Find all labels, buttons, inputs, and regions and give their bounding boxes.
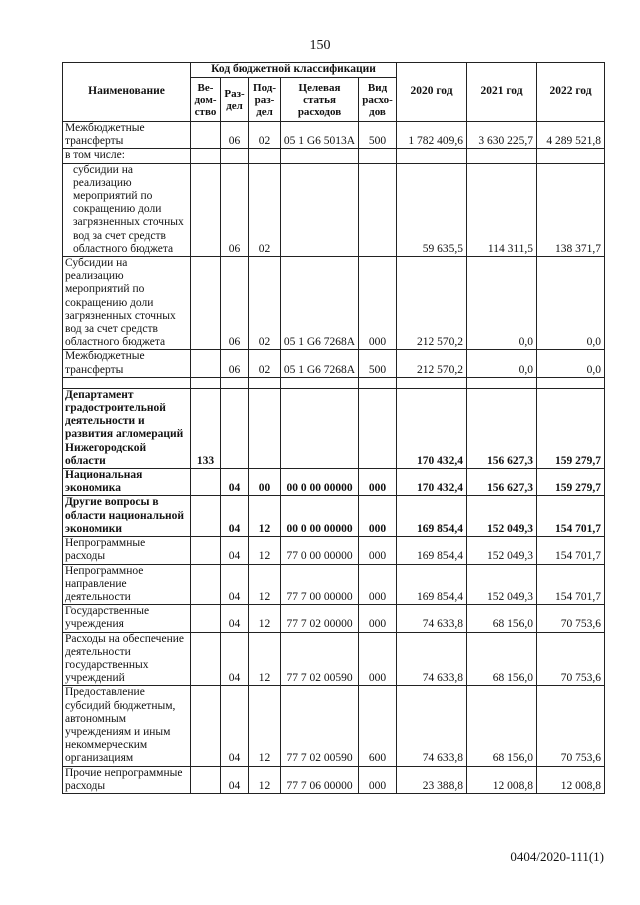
- header-2022: 2022 год: [537, 63, 605, 122]
- cell-y2020: 212 570,2: [397, 350, 467, 377]
- cell-y2022: 70 753,6: [537, 605, 605, 632]
- cell-cs: 77 7 06 00000: [281, 766, 359, 793]
- header-2020: 2020 год: [397, 63, 467, 122]
- cell-y2022: 154 701,7: [537, 496, 605, 537]
- cell-raz: 06: [221, 257, 249, 350]
- table-row: [63, 537, 605, 564]
- cell-y2022: 4 289 521,8: [537, 122, 605, 149]
- cell-vid: 000: [359, 766, 397, 793]
- cell-y2020: 1 782 409,6: [397, 122, 467, 149]
- cell-pod: 00: [249, 469, 281, 496]
- cell-raz: 04: [221, 469, 249, 496]
- empty-cell: [537, 377, 605, 388]
- cell-vid: 000: [359, 605, 397, 632]
- cell-raz: [221, 149, 249, 163]
- cell-raz: [221, 388, 249, 468]
- empty-cell: [397, 377, 467, 388]
- cell-name: Межбюджетные трансферты: [63, 122, 191, 149]
- table-row: [63, 469, 605, 496]
- cell-vid: 000: [359, 257, 397, 350]
- cell-vid: 000: [359, 496, 397, 537]
- cell-raz: 04: [221, 605, 249, 632]
- cell-pod: 12: [249, 686, 281, 766]
- cell-y2020: 74 633,8: [397, 632, 467, 686]
- cell-y2021: 68 156,0: [467, 605, 537, 632]
- table-header: [63, 63, 605, 122]
- cell-vid: [359, 149, 397, 163]
- cell-cs: [281, 149, 359, 163]
- cell-vid: 000: [359, 632, 397, 686]
- cell-ved: [191, 350, 221, 377]
- cell-pod: 12: [249, 537, 281, 564]
- cell-vid: 500: [359, 122, 397, 149]
- header-podrazdel: Под- раз- дел: [249, 78, 281, 122]
- cell-y2020: 169 854,4: [397, 564, 467, 605]
- cell-y2021: 3 630 225,7: [467, 122, 537, 149]
- cell-ved: [191, 537, 221, 564]
- cell-raz: 04: [221, 564, 249, 605]
- cell-y2020: 74 633,8: [397, 686, 467, 766]
- cell-y2022: 154 701,7: [537, 537, 605, 564]
- cell-raz: 06: [221, 122, 249, 149]
- cell-raz: 06: [221, 350, 249, 377]
- empty-cell: [249, 377, 281, 388]
- cell-raz: 04: [221, 496, 249, 537]
- cell-name: Предоставление субсидий бюджетным, автономным учреждениям и иным некоммерческим организациям: [63, 686, 191, 766]
- cell-cs: 05 1 G6 5013A: [281, 122, 359, 149]
- cell-raz: 04: [221, 686, 249, 766]
- table-row: [63, 122, 605, 149]
- cell-y2021: [467, 149, 537, 163]
- cell-cs: [281, 163, 359, 256]
- table-row: [63, 163, 605, 256]
- cell-raz: 06: [221, 163, 249, 256]
- empty-cell: [467, 377, 537, 388]
- cell-name: Государственные учреждения: [63, 605, 191, 632]
- cell-y2021: 12 008,8: [467, 766, 537, 793]
- cell-y2022: 159 279,7: [537, 469, 605, 496]
- cell-cs: 77 0 00 00000: [281, 537, 359, 564]
- cell-name: Непрограммные расходы: [63, 537, 191, 564]
- header-2021: 2021 год: [467, 63, 537, 122]
- cell-y2020: 170 432,4: [397, 469, 467, 496]
- cell-y2020: 169 854,4: [397, 537, 467, 564]
- cell-y2022: 138 371,7: [537, 163, 605, 256]
- cell-y2020: 169 854,4: [397, 496, 467, 537]
- cell-vid: [359, 163, 397, 256]
- cell-vid: 000: [359, 469, 397, 496]
- cell-ved: [191, 564, 221, 605]
- cell-y2021: 0,0: [467, 350, 537, 377]
- cell-y2021: 156 627,3: [467, 388, 537, 468]
- cell-y2022: 159 279,7: [537, 388, 605, 468]
- cell-name: Межбюджетные трансферты: [63, 350, 191, 377]
- cell-ved: 133: [191, 388, 221, 468]
- cell-y2021: 152 049,3: [467, 496, 537, 537]
- cell-pod: 02: [249, 122, 281, 149]
- table-row: [63, 257, 605, 350]
- header-budget-code: Код бюджетной классификации: [191, 63, 397, 78]
- table-row: [63, 766, 605, 793]
- cell-y2022: 12 008,8: [537, 766, 605, 793]
- cell-cs: 05 1 G6 7268A: [281, 350, 359, 377]
- cell-name: Другие вопросы в области национальной экономики: [63, 496, 191, 537]
- empty-cell: [281, 377, 359, 388]
- cell-ved: [191, 686, 221, 766]
- cell-pod: 12: [249, 766, 281, 793]
- cell-raz: 04: [221, 766, 249, 793]
- cell-ved: [191, 766, 221, 793]
- cell-y2022: 0,0: [537, 350, 605, 377]
- document-footer-code: 0404/2020-111(1): [510, 849, 604, 864]
- cell-vid: 600: [359, 686, 397, 766]
- table-row: [63, 686, 605, 766]
- table-row: [63, 388, 605, 468]
- cell-y2021: 68 156,0: [467, 632, 537, 686]
- cell-raz: 04: [221, 537, 249, 564]
- cell-raz: 04: [221, 632, 249, 686]
- cell-pod: [249, 388, 281, 468]
- empty-cell: [191, 377, 221, 388]
- cell-y2022: [537, 149, 605, 163]
- table-body: [63, 122, 605, 794]
- cell-y2020: 170 432,4: [397, 388, 467, 468]
- cell-y2021: 0,0: [467, 257, 537, 350]
- cell-pod: [249, 149, 281, 163]
- cell-name: Департамент градостроительной деятельности и развития агломераций Нижегородской области: [63, 388, 191, 468]
- table-row: [63, 564, 605, 605]
- cell-ved: [191, 496, 221, 537]
- cell-ved: [191, 605, 221, 632]
- empty-cell: [63, 377, 191, 388]
- cell-y2022: 0,0: [537, 257, 605, 350]
- cell-pod: 12: [249, 496, 281, 537]
- cell-y2020: 59 635,5: [397, 163, 467, 256]
- cell-name: Непрограммное направление деятельности: [63, 564, 191, 605]
- cell-ved: [191, 469, 221, 496]
- cell-pod: 02: [249, 163, 281, 256]
- cell-name: Расходы на обеспечение деятельности государственных учреждений: [63, 632, 191, 686]
- cell-y2021: 152 049,3: [467, 564, 537, 605]
- table-row: [63, 605, 605, 632]
- cell-name: в том числе:: [63, 149, 191, 163]
- cell-y2020: 23 388,8: [397, 766, 467, 793]
- budget-table: [62, 62, 605, 794]
- cell-cs: 77 7 00 00000: [281, 564, 359, 605]
- cell-ved: [191, 257, 221, 350]
- cell-y2021: 152 049,3: [467, 537, 537, 564]
- cell-vid: 000: [359, 537, 397, 564]
- cell-cs: [281, 388, 359, 468]
- cell-vid: 500: [359, 350, 397, 377]
- cell-y2021: 114 311,5: [467, 163, 537, 256]
- cell-ved: [191, 122, 221, 149]
- table-row: [63, 632, 605, 686]
- header-expense-type: Вид расхо- дов: [359, 78, 397, 122]
- table-row: [63, 377, 605, 388]
- cell-pod: 02: [249, 257, 281, 350]
- cell-name: субсидии на реализацию мероприятий по сокращению доли загрязненных сточных вод за счет средств областного бюджета: [63, 163, 191, 256]
- table-row: [63, 350, 605, 377]
- cell-ved: [191, 149, 221, 163]
- cell-pod: 12: [249, 564, 281, 605]
- cell-cs: 05 1 G6 7268A: [281, 257, 359, 350]
- cell-y2022: 70 753,6: [537, 686, 605, 766]
- cell-pod: 12: [249, 605, 281, 632]
- cell-name: Прочие непрограммные расходы: [63, 766, 191, 793]
- cell-cs: 77 7 02 00590: [281, 632, 359, 686]
- cell-ved: [191, 632, 221, 686]
- empty-cell: [221, 377, 249, 388]
- cell-y2021: 68 156,0: [467, 686, 537, 766]
- header-razdel: Раз- дел: [221, 78, 249, 122]
- cell-cs: 00 0 00 00000: [281, 496, 359, 537]
- cell-y2020: [397, 149, 467, 163]
- cell-y2020: 74 633,8: [397, 605, 467, 632]
- cell-name: Национальная экономика: [63, 469, 191, 496]
- cell-vid: [359, 388, 397, 468]
- header-target-article: Целевая статья расходов: [281, 78, 359, 122]
- cell-cs: 77 7 02 00000: [281, 605, 359, 632]
- empty-cell: [359, 377, 397, 388]
- cell-y2022: 70 753,6: [537, 632, 605, 686]
- cell-name: Субсидии на реализацию мероприятий по сокращению доли загрязненных сточных вод за счет средств областного бюджета: [63, 257, 191, 350]
- cell-y2022: 154 701,7: [537, 564, 605, 605]
- header-vedomstvo: Ве- дом- ство: [191, 78, 221, 122]
- table-row: [63, 496, 605, 537]
- cell-pod: 02: [249, 350, 281, 377]
- header-name: Наименование: [63, 63, 191, 122]
- page-number: 150: [309, 38, 331, 53]
- cell-cs: 77 7 02 00590: [281, 686, 359, 766]
- cell-cs: 00 0 00 00000: [281, 469, 359, 496]
- table-row: [63, 149, 605, 163]
- cell-y2020: 212 570,2: [397, 257, 467, 350]
- cell-y2021: 156 627,3: [467, 469, 537, 496]
- cell-pod: 12: [249, 632, 281, 686]
- cell-vid: 000: [359, 564, 397, 605]
- cell-ved: [191, 163, 221, 256]
